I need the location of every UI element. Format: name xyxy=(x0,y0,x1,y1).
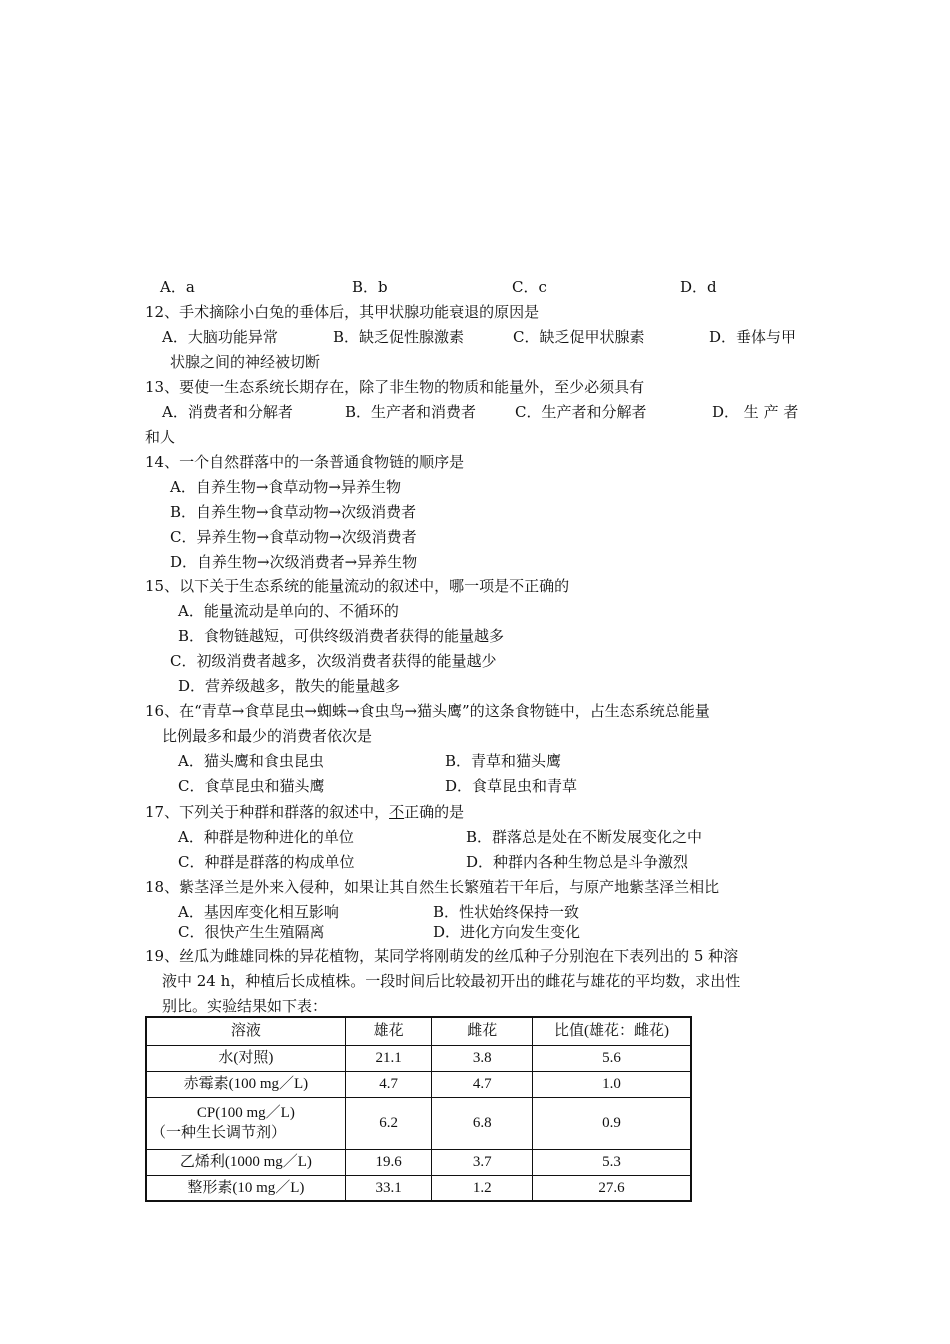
q12-option-d-continued: 状腺之间的神经被切断 xyxy=(170,353,321,371)
table-cell-female: 1.2 xyxy=(432,1175,533,1201)
q15-stem: 15、以下关于生态系统的能量流动的叙述中，哪一项是不正确的 xyxy=(145,577,570,595)
q11-option-a: A．a xyxy=(160,278,195,296)
table-cell-solution: 乙烯利(1000 mg／L) xyxy=(146,1149,345,1175)
q16-stem-continued: 比例最多和最少的消费者依次是 xyxy=(162,727,373,745)
table-cell-male: 33.1 xyxy=(345,1175,432,1201)
q18-option-d: D．进化方向发生变化 xyxy=(433,923,581,941)
table-cell-male: 4.7 xyxy=(345,1071,432,1097)
q19-stem-line1: 19、丝瓜为雌雄同株的异花植物，某同学将刚萌发的丝瓜种子分别泡在下表列出的 5 种溶 xyxy=(145,947,739,965)
table-header-cell: 比值(雄花：雌花) xyxy=(533,1017,691,1045)
table-cell-solution xyxy=(146,1097,345,1149)
q15-option-b: B．食物链越短，可供终级消费者获得的能量越多 xyxy=(178,627,505,645)
table-row xyxy=(146,1097,691,1149)
q12-stem: 12、手术摘除小白兔的垂体后，其甲状腺功能衰退的原因是 xyxy=(145,303,540,321)
table-cell-solution: 整形素(10 mg／L) xyxy=(146,1175,345,1201)
q13-option-d-continued: 和人 xyxy=(145,428,176,446)
q19-stem-line2: 液中 24 h，种植后长成植株。一段时间后比较最初开出的雌花与雄花的平均数，求出性 xyxy=(162,972,741,990)
table-cell-ratio: 0.9 xyxy=(533,1097,691,1149)
q13-option-b: B．生产者和消费者 xyxy=(345,403,477,421)
q13-option-c: C．生产者和分解者 xyxy=(515,403,647,421)
q14-option-d: D．自养生物→次级消费者→异养生物 xyxy=(170,553,418,571)
table-cell-male: 19.6 xyxy=(345,1149,432,1175)
table-cell-female: 4.7 xyxy=(432,1071,533,1097)
q17-option-a: A．种群是物种进化的单位 xyxy=(178,828,354,846)
table-row xyxy=(146,1071,691,1097)
table-header-row xyxy=(146,1017,691,1045)
q18-stem: 18、紫茎泽兰是外来入侵种，如果让其自然生长繁殖若干年后，与原产地紫茎泽兰相比 xyxy=(145,878,720,896)
results-table xyxy=(145,1016,692,1202)
q17-stem-emphasis: 不 xyxy=(389,803,405,821)
q13-option-d: D． 生 产 者 xyxy=(712,403,799,421)
q16-option-d: D．食草昆虫和青草 xyxy=(445,777,578,795)
table-cell-solution-note: （一种生长调节剂） xyxy=(151,1125,287,1141)
q15-option-a: A．能量流动是单向的、不循环的 xyxy=(178,602,399,620)
q14-option-c: C．异养生物→食草动物→次级消费者 xyxy=(170,528,417,546)
table-cell-female: 6.8 xyxy=(432,1097,533,1149)
q14-option-a: A．自养生物→食草动物→异养生物 xyxy=(170,478,401,496)
q16-option-b: B．青草和猫头鹰 xyxy=(445,752,562,770)
q13-stem: 13、要使一生态系统长期存在，除了非生物的物质和能量外，至少必须具有 xyxy=(145,378,645,396)
table-cell-male: 6.2 xyxy=(345,1097,432,1149)
q17-stem xyxy=(145,802,464,822)
table-cell-ratio: 27.6 xyxy=(533,1175,691,1201)
q14-option-b: B．自养生物→食草动物→次级消费者 xyxy=(170,503,417,521)
q11-option-c: C．c xyxy=(512,278,547,296)
table-cell-ratio: 5.6 xyxy=(533,1045,691,1071)
q11-option-b: B．b xyxy=(352,278,388,296)
q16-stem: 16、在“青草→食草昆虫→蜘蛛→食虫鸟→猫头鹰”的这条食物链中，占生态系统总能量 xyxy=(145,702,710,720)
q17-stem-suffix: 正确的是 xyxy=(404,803,465,821)
table-header-cell: 溶液 xyxy=(146,1017,345,1045)
q17-stem-prefix: 17、下列关于种群和群落的叙述中， xyxy=(145,803,390,821)
table-cell-ratio: 1.0 xyxy=(533,1071,691,1097)
q16-option-c: C．食草昆虫和猫头鹰 xyxy=(178,777,325,795)
table-header-cell: 雌花 xyxy=(432,1017,533,1045)
table-cell-ratio: 5.3 xyxy=(533,1149,691,1175)
q17-option-c: C．种群是群落的构成单位 xyxy=(178,853,355,871)
q18-option-c: C．很快产生生殖隔离 xyxy=(178,923,325,941)
q18-option-b: B．性状始终保持一致 xyxy=(433,903,580,921)
q12-option-b: B．缺乏促性腺激素 xyxy=(333,328,465,346)
q12-option-d: D．垂体与甲 xyxy=(709,328,797,346)
table-row xyxy=(146,1175,691,1201)
q13-option-a: A．消费者和分解者 xyxy=(162,403,293,421)
table-header-cell: 雄花 xyxy=(345,1017,432,1045)
q17-option-b: B．群落总是处在不断发展变化之中 xyxy=(466,828,703,846)
q15-option-d: D．营养级越多，散失的能量越多 xyxy=(178,677,401,695)
q12-option-a: A．大脑功能异常 xyxy=(162,328,278,346)
q12-option-c: C．缺乏促甲状腺素 xyxy=(513,328,645,346)
table-cell-male: 21.1 xyxy=(345,1045,432,1071)
q17-option-d: D．种群内各种生物总是斗争激烈 xyxy=(466,853,689,871)
table-row xyxy=(146,1149,691,1175)
q14-stem: 14、一个自然群落中的一条普通食物链的顺序是 xyxy=(145,453,465,471)
q15-option-c: C．初级消费者越多，次级消费者获得的能量越少 xyxy=(170,652,497,670)
table-cell-solution-name: CP(100 mg／L) xyxy=(196,1105,295,1121)
q16-option-a: A．猫头鹰和食虫昆虫 xyxy=(178,752,324,770)
q19-stem-line3: 别比。实验结果如下表： xyxy=(162,997,328,1015)
q18-option-a: A．基因库变化相互影响 xyxy=(178,903,339,921)
table-cell-female: 3.7 xyxy=(432,1149,533,1175)
table-cell-female: 3.8 xyxy=(432,1045,533,1071)
q11-option-d: D．d xyxy=(680,278,717,296)
table-cell-solution: 水(对照) xyxy=(146,1045,345,1071)
table-row xyxy=(146,1045,691,1071)
table-cell-solution: 赤霉素(100 mg／L) xyxy=(146,1071,345,1097)
